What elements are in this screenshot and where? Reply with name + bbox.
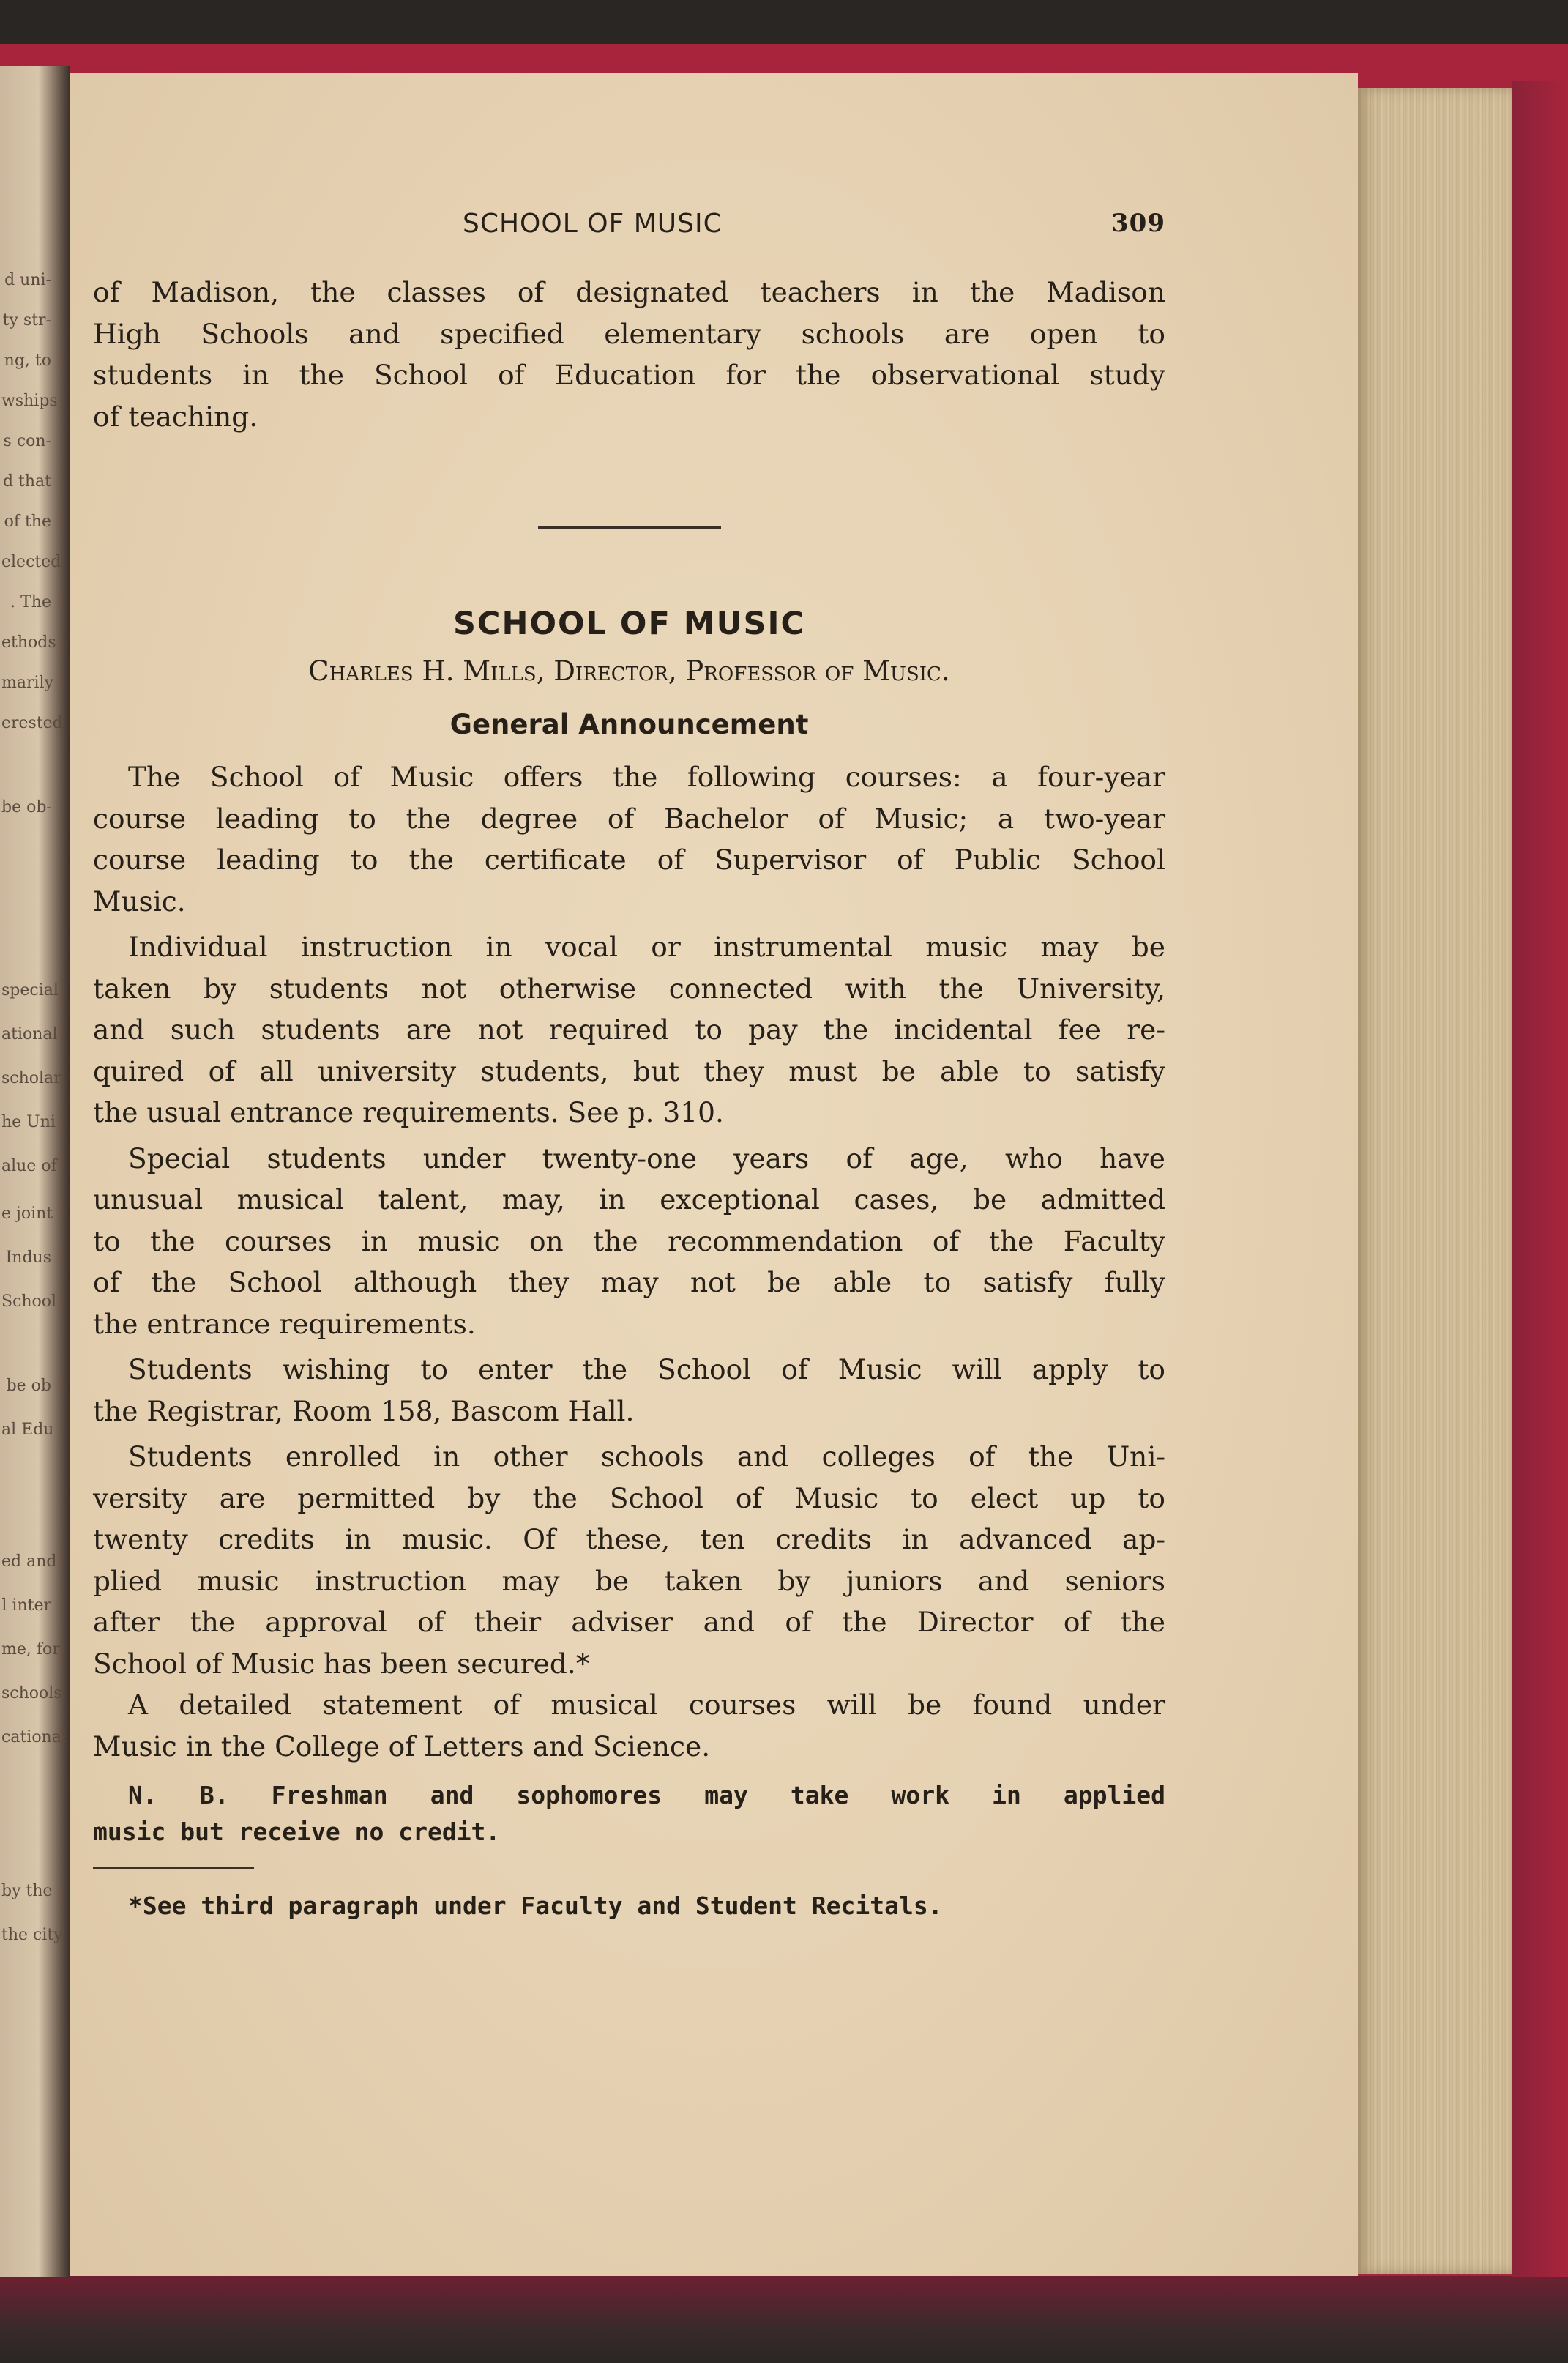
previous-page-fragment: schools [1,1684,62,1703]
previous-page-fragment: ethods [1,633,56,652]
footnote: *See third paragraph under Faculty and Student Recitals. [128,1891,943,1920]
paragraph-special-students [93,1138,1165,1345]
page-number: 309 [1111,209,1165,238]
previous-page-fragment: al Edu [1,1421,54,1439]
text-line: after the approval of their adviser and of the Director of the [93,1606,1165,1638]
nota-bene [93,1777,1165,1850]
section-title: SCHOOL OF MUSIC [452,606,806,642]
previous-page-fragment: scholar [1,1069,61,1087]
text-line: A detailed statement of musical courses will be found under [128,1689,1165,1721]
previous-page-fragment: s con- [3,432,51,450]
text-line: High Schools and specified elementary schools are open to [93,317,1165,350]
paragraph-credits [93,1436,1165,1684]
section-divider [538,526,721,529]
footnote-rule [93,1867,254,1869]
text-line: the Registrar, Room 158, Bascom Hall. [93,1394,635,1427]
text-line: Students enrolled in other schools and colleges of the Uni- [128,1440,1165,1473]
paragraph-detailed-statement [93,1684,1165,1767]
text-line: course leading to the degree of Bachelor of Music; a two-year [93,802,1165,835]
text-line: of Madison, the classes of designated teachers in the Madison [93,276,1165,308]
page-fore-edge [1358,88,1512,2274]
previous-page-fragment: ty str- [2,311,51,330]
text-line: plied music instruction may be taken by juniors and seniors [93,1564,1165,1597]
text-line: of the School although they may not be able to satisfy fully [93,1266,1165,1298]
previous-page-fragment: wships [1,392,58,410]
cover-right-edge [1512,81,1568,2277]
previous-page-fragment: l inter [1,1596,51,1615]
previous-page-fragment: be ob- [1,798,52,816]
previous-page-fragment: ed and [1,1552,57,1571]
text-line: the entrance requirements. [93,1307,476,1340]
general-announcement-heading: General Announcement [449,709,809,740]
paragraph-individual-instruction [93,926,1165,1134]
text-line: and such students are not required to pay the incidental fee re- [93,1013,1165,1046]
previous-page-fragment: by the [1,1882,53,1900]
previous-page-fragment: of the [4,513,51,531]
text-line: Students wishing to enter the School of Music will apply to [128,1353,1165,1385]
previous-page-fragment: he Uni [1,1113,56,1131]
book-cover-edge [0,2276,1568,2363]
text-line: to the courses in music on the recommendation of the Faculty [93,1224,1165,1257]
running-head-title: SCHOOL OF MUSIC [463,209,723,239]
running-head [93,209,1165,245]
previous-page-fragment: special [1,981,59,1000]
previous-page-fragment: School [1,1292,57,1311]
text-line: twenty credits in music. Of these, ten credits in advanced ap- [93,1523,1165,1555]
previous-page-fragment: . The [10,593,51,611]
previous-page-fragment: alue of [1,1157,57,1175]
previous-page-fragment: me, for [1,1640,60,1659]
text-line: music but receive no credit. [93,1817,501,1846]
text-line: students in the School of Education for the observational study [93,359,1165,391]
previous-page-fragment: marily [1,674,53,692]
text-line: Music in the College of Letters and Science. [93,1730,711,1763]
paragraph-registrar [93,1349,1165,1432]
paragraph-courses [93,756,1165,922]
previous-page-fragment: Indus [5,1249,51,1267]
previous-page-fragment: erested [1,714,63,732]
previous-page-fragment: e joint [1,1205,53,1223]
previous-page-fragment: d that [2,472,51,491]
text-line: the usual entrance requirements. See p. 310. [93,1096,724,1128]
text-line: Special students under twenty-one years of age, who have [128,1142,1165,1175]
previous-page-fragment: be ob [6,1377,51,1395]
director-line: Charles H. Mills, Director, Professor of Music. [308,655,950,687]
text-line: School of Music has been secured.* [93,1647,590,1680]
previous-page-edge [0,66,70,2277]
text-line: taken by students not otherwise connected with the University, [93,972,1165,1005]
text-line: unusual musical talent, may, in exceptional cases, be admitted [93,1183,1165,1216]
text-line: versity are permitted by the School of Music to elect up to [93,1481,1165,1514]
text-line: The School of Music offers the following courses: a four-year [128,761,1165,793]
previous-page-fragment: cational [1,1728,67,1746]
text-line: of teaching. [93,400,258,433]
previous-page-fragment: d uni- [4,271,51,289]
text-line: course leading to the certificate of Supervisor of Public School [93,844,1165,876]
page-content [93,209,1165,1920]
text-line: Individual instruction in vocal or instrumental music may be [128,931,1165,963]
previous-page-fragment: ng, to [4,351,51,370]
previous-page-fragment: ational [1,1025,58,1043]
text-line: quired of all university students, but they must be able to satisfy [93,1054,1165,1087]
previous-page-fragment: the city [1,1926,63,1944]
text-line: N. B. Freshman and sophomores may take work in applied [128,1781,1165,1809]
previous-page-fragment: elected [1,553,61,571]
text-line: Music. [93,885,186,918]
intro-paragraph [93,272,1165,437]
